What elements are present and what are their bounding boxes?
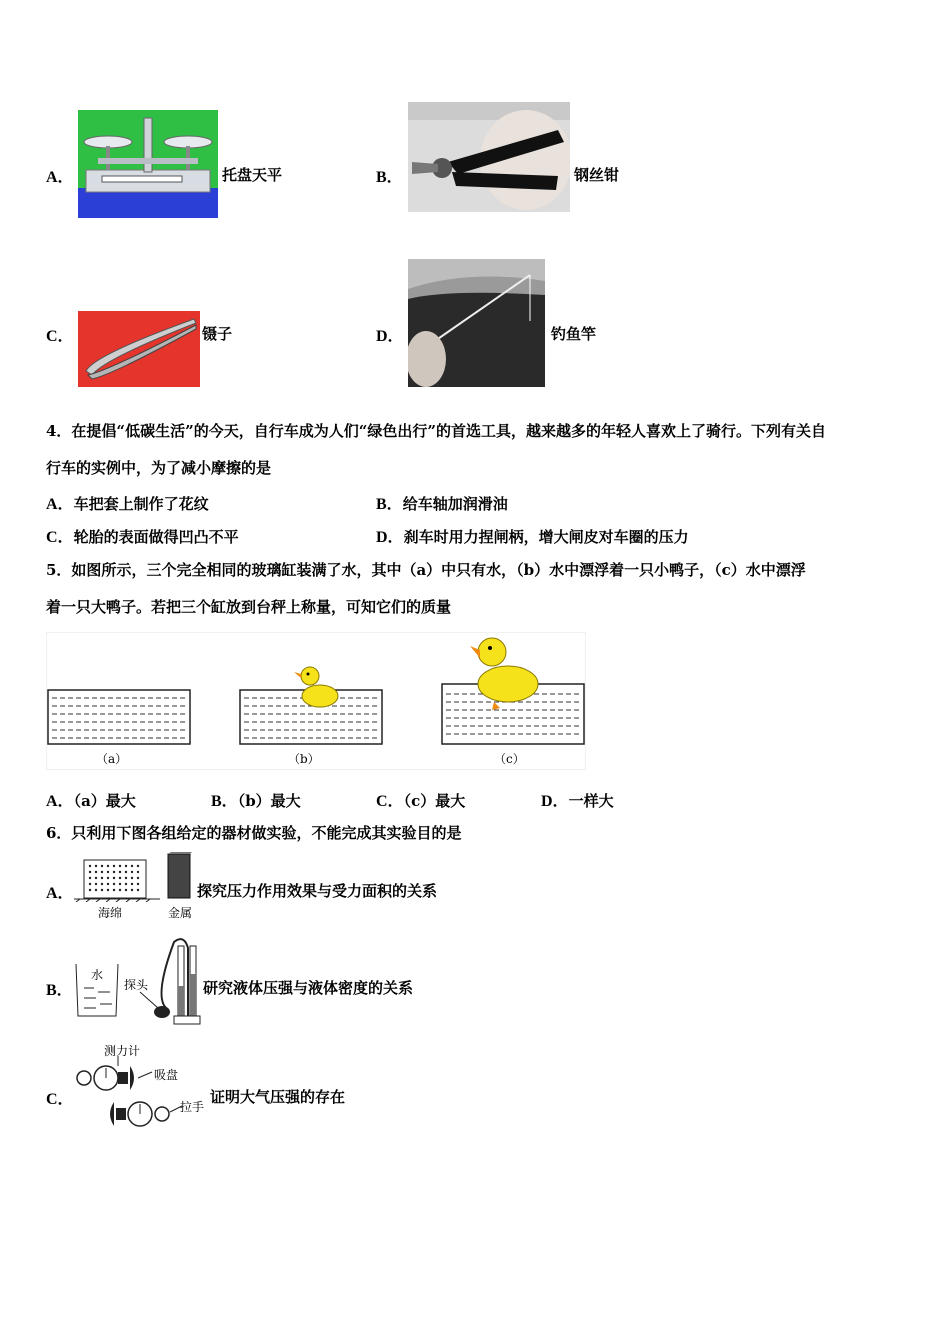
q3-option-a-label: 托盘天平 — [222, 166, 283, 184]
q3-option-c-label: 镊子 — [202, 325, 233, 343]
q6-stem: 6．只利用下图各组给定的器材做实验，不能完成其实验目的是 — [46, 824, 462, 842]
q5-option-b: B．（b）最大 — [211, 792, 301, 810]
liquid-pressure-figure — [74, 936, 204, 1028]
handle-label: 拉手 — [180, 1100, 205, 1114]
sponge-metal-figure — [74, 852, 196, 920]
tweezers-image — [78, 311, 200, 387]
force-meter-label: 测力计 — [104, 1044, 141, 1058]
atmospheric-pressure-figure — [74, 1042, 210, 1138]
q3-option-b-letter: B． — [376, 169, 403, 186]
fishing-rod-image — [408, 259, 545, 387]
q3-option-d-letter: D． — [376, 328, 404, 345]
figure-label-c: （c） — [494, 752, 525, 766]
q5-option-d: D．一样大 — [541, 792, 614, 810]
q5-option-a: A．（a）最大 — [46, 792, 136, 810]
q6-option-a-text: 探究压力作用效果与受力面积的关系 — [197, 882, 438, 900]
sponge-label: 海绵 — [98, 906, 123, 920]
q3-option-c-letter: C． — [46, 328, 74, 345]
metal-label: 金属 — [168, 906, 193, 920]
water-label: 水 — [91, 968, 104, 982]
q5-stem-line-2: 着一只大鸭子。若把三个缸放到台秤上称量，可知它们的质量 — [46, 598, 452, 616]
q6-option-c-text: 证明大气压强的存在 — [210, 1088, 346, 1106]
figure-label-a: （a） — [96, 752, 128, 766]
q4-option-b: B．给车轴加润滑油 — [376, 495, 508, 513]
suction-cup-label: 吸盘 — [154, 1068, 179, 1082]
q6-option-b-text: 研究液体压强与液体密度的关系 — [203, 979, 414, 997]
q4-option-d: D．刹车时用力捏闸柄，增大闸皮对车圈的压力 — [376, 528, 689, 546]
balance-scale-image — [78, 110, 218, 218]
tank-a — [48, 690, 190, 744]
q6-option-a-letter: A． — [46, 885, 74, 902]
q4-stem-line-1: 4．在提倡“低碳生活”的今天，自行车成为人们“绿色出行”的首选工具，越来越多的年轻人喜欢上了骑行。下列有关自 — [46, 422, 826, 440]
q5-stem-line-1: 5．如图所示，三个完全相同的玻璃缸装满了水，其中（a）中只有水，（b）水中漂浮着一只小鸭子，（c）水中漂浮 — [46, 561, 806, 579]
pliers-image — [408, 102, 570, 212]
q6-option-c-letter: C． — [46, 1091, 74, 1108]
q5-option-c: C．（c）最大 — [376, 792, 466, 810]
q4-option-c: C．轮胎的表面做得凹凸不平 — [46, 528, 239, 546]
q3-option-b-label: 钢丝钳 — [574, 166, 620, 184]
q4-stem-line-2: 行车的实例中，为了减小摩擦的是 — [46, 459, 272, 477]
q6-option-b-letter: B． — [46, 982, 73, 999]
q4-option-a: A．车把套上制作了花纹 — [46, 495, 209, 513]
figure-label-b: （b） — [288, 752, 320, 766]
q3-option-d-label: 钓鱼竿 — [551, 325, 597, 343]
probe-label: 探头 — [124, 978, 149, 992]
q3-option-a-letter: A． — [46, 169, 74, 186]
q5-tanks-figure — [46, 632, 586, 770]
